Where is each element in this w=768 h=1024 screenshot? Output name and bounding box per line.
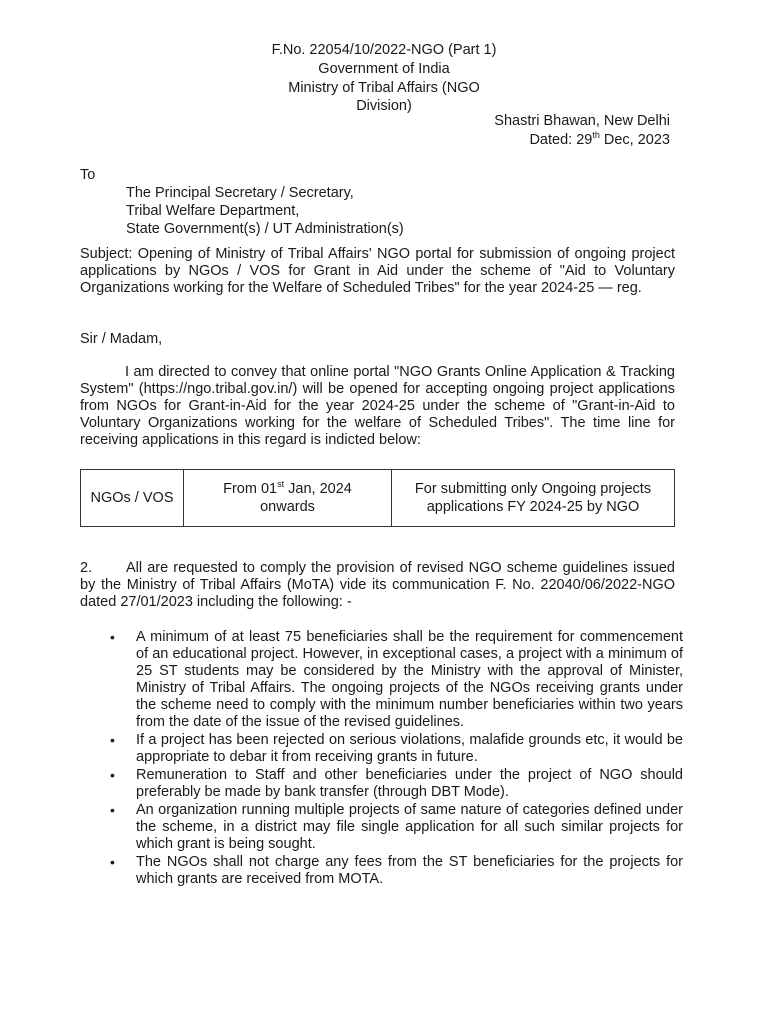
list-item [110,629,683,731]
salutation: Sir / Madam, [80,331,163,347]
list-item-text: An organization running multiple projects of same nature of categories defined under the scheme, in a district may file single application for all such similar projects for which grant is being sought. [136,802,683,852]
date-from-suffix: Jan, 2024 [284,481,352,497]
addressee-line-3: State Government(s) / UT Administration(s) [126,221,404,237]
guideline-list [110,629,683,888]
list-item-text: A minimum of at least 75 beneficiaries shall be the requirement for commencement of an educational project. However, in exceptional cases, a project with a minimum of 25 ST students may be considered by the Ministry with the approval of Minister, Ministry of Tribal Affairs. The ongoing projects of the NGOs receiving grants under the scheme need to comply with the minimum number beneficiaries within two years from the date of the issue of the revised guidelines. [136,629,683,730]
date-from-line2: onwards [260,499,315,515]
bullet-icon: • [110,732,115,748]
list-item [110,767,683,801]
list-item-text: The NGOs shall not charge any fees from the ST beneficiaries for the projects for which grants are received from MOTA. [136,854,683,887]
date-prefix: Dated: 29 [529,132,593,148]
ministry-line-2: Division) [356,98,412,114]
bullet-icon: • [110,854,115,870]
table-cell-date [184,470,392,527]
list-item [110,854,683,888]
bullet-icon: • [110,629,115,645]
date-superscript: th [592,130,600,140]
bullet-icon: • [110,767,115,783]
paragraph-1: I am directed to convey that online portal "NGO Grants Online Application & Tracking System" (https://ngo.tribal.gov.in/) will be opened for accepting ongoing project applications from NGOs for Grant-in-Aid for the year 2024-25 under the scheme of "Grant-in-Aid to Voluntary Organizations working for the welfare of Scheduled Tribes". The time line for receiving applications in this regard is indicted below: [80,364,675,448]
table-row [81,470,675,527]
bullet-icon: • [110,802,115,818]
to-label: To [80,167,96,183]
list-item [110,732,683,766]
table-cell-applicant: NGOs / VOS [81,470,184,527]
date-suffix: Dec, 2023 [599,132,670,148]
list-item-text: Remuneration to Staff and other beneficiaries under the project of NGO should preferably be made by bank transfer (through DBT Mode). [136,767,683,800]
list-item [110,802,683,853]
paragraph-2: All are requested to comply the provision of revised NGO scheme guidelines issued by the Ministry of Tribal Affairs (MoTA) vide its communication F. No. 22040/06/2022-NGO dated 27/01/2023 including the following: - [80,560,675,610]
place: Shastri Bhawan, New Delhi [494,113,670,129]
dated [529,131,670,150]
subject: Subject: Opening of Ministry of Tribal Affairs' NGO portal for submission of ongoing project applications by NGOs / VOS for Grant in Aid under the scheme of "Aid to Voluntary Organizations working for the Welfare of Scheduled Tribes" for the year 2024-25 — reg. [80,246,675,296]
government-line: Government of India [318,61,450,77]
addressee-line-2: Tribal Welfare Department, [126,203,300,219]
timeline-table [80,469,675,527]
list-item-text: If a project has been rejected on serious violations, malafide grounds etc, it would be appropriate to debar it from receiving grants in future. [136,732,683,765]
date-from-superscript: st [277,479,285,489]
date-from-prefix: From 01 [223,481,278,497]
paragraph-2-number: 2. [80,560,93,576]
ministry-line-1: Ministry of Tribal Affairs (NGO [288,80,480,96]
file-number: F.No. 22054/10/2022-NGO (Part 1) [271,42,497,58]
addressee-line-1: The Principal Secretary / Secretary, [126,185,354,201]
table-cell-purpose: For submitting only Ongoing projects applications FY 2024-25 by NGO [392,470,675,527]
